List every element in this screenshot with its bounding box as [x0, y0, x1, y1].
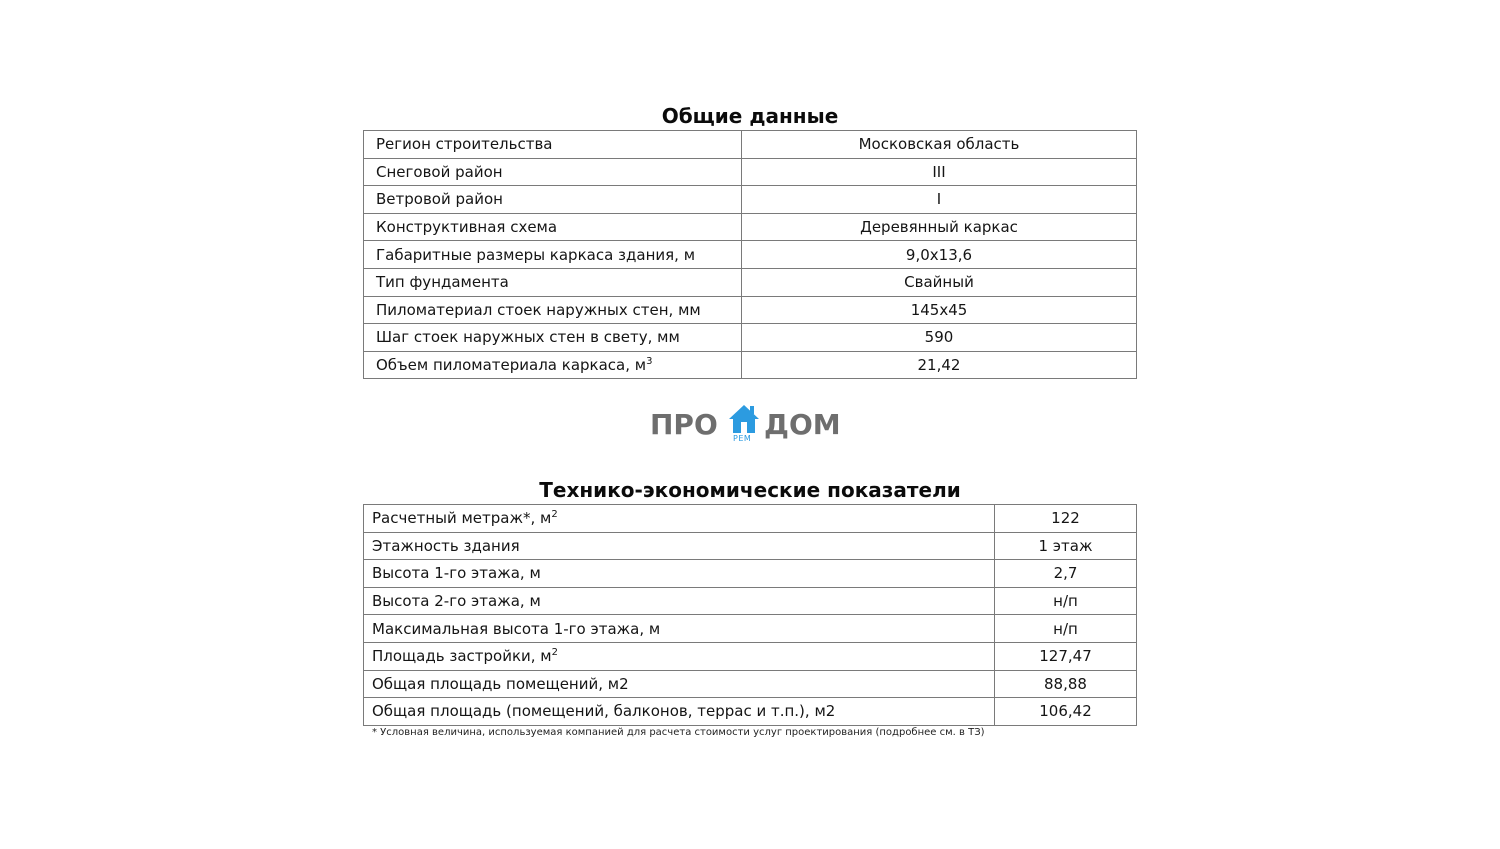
- logo-text-left: ПРО: [650, 408, 718, 441]
- table-row: [364, 324, 1137, 352]
- table-row: [364, 560, 1137, 588]
- row-value: 88,88: [995, 670, 1137, 698]
- footnote: * Условная величина, используемая компанией для расчета стоимости услуг проектирования (подробнее см. в ТЗ): [372, 727, 985, 738]
- general-data-table: [363, 130, 1137, 379]
- table-row: [364, 296, 1137, 324]
- row-label: Ветровой район: [364, 186, 742, 214]
- table-row: [364, 213, 1137, 241]
- table-row: [364, 351, 1137, 379]
- row-label: Общая площадь (помещений, балконов, террас и т.п.), м2: [364, 698, 995, 726]
- house-icon: [728, 403, 760, 435]
- tech-indicators-title: Технико-экономические показатели: [539, 478, 961, 502]
- company-logo: [650, 403, 850, 447]
- table-row: [364, 268, 1137, 296]
- row-label: Объем пиломатериала каркаса, $м^3$: [364, 351, 742, 379]
- table-row: [364, 698, 1137, 726]
- row-label: Габаритные размеры каркаса здания, м: [364, 241, 742, 269]
- general-data-title: Общие данные: [661, 104, 839, 128]
- row-value: 106,42: [995, 698, 1137, 726]
- row-label: Снеговой район: [364, 158, 742, 186]
- table-row: [364, 615, 1137, 643]
- table-row: [364, 186, 1137, 214]
- row-value: 21,42: [742, 351, 1137, 379]
- table-row: [364, 642, 1137, 670]
- row-value: 122: [995, 505, 1137, 533]
- table-row: [364, 587, 1137, 615]
- row-value: 127,47: [995, 642, 1137, 670]
- table-row: [364, 505, 1137, 533]
- tech-indicators-table: [363, 504, 1137, 726]
- row-label: Конструктивная схема: [364, 213, 742, 241]
- row-value: III: [742, 158, 1137, 186]
- row-value: I: [742, 186, 1137, 214]
- row-value: 2,7: [995, 560, 1137, 588]
- row-value: 9,0х13,6: [742, 241, 1137, 269]
- logo-text-right: ДОМ: [764, 408, 841, 441]
- row-label: Регион строительства: [364, 131, 742, 159]
- row-value: Свайный: [742, 268, 1137, 296]
- row-label: Расчетный метраж*, $м^2$: [364, 505, 995, 533]
- row-value: н/п: [995, 615, 1137, 643]
- logo-subtext: РЕМ: [733, 434, 752, 443]
- row-value: 590: [742, 324, 1137, 352]
- row-label: Максимальная высота 1-го этажа, м: [364, 615, 995, 643]
- row-value: Деревянный каркас: [742, 213, 1137, 241]
- table-row: [364, 158, 1137, 186]
- row-label: Высота 2-го этажа, м: [364, 587, 995, 615]
- row-label: Высота 1-го этажа, м: [364, 560, 995, 588]
- row-label: Этажность здания: [364, 532, 995, 560]
- row-label: Площадь застройки, $м^2$: [364, 642, 995, 670]
- row-value: н/п: [995, 587, 1137, 615]
- row-label: Пиломатериал стоек наружных стен, мм: [364, 296, 742, 324]
- table-row: [364, 670, 1137, 698]
- table-row: [364, 241, 1137, 269]
- row-label: Общая площадь помещений, м2: [364, 670, 995, 698]
- table-row: [364, 131, 1137, 159]
- row-value: 145х45: [742, 296, 1137, 324]
- row-value: Московская область: [742, 131, 1137, 159]
- row-label: Шаг стоек наружных стен в свету, мм: [364, 324, 742, 352]
- row-label: Тип фундамента: [364, 268, 742, 296]
- row-value: 1 этаж: [995, 532, 1137, 560]
- table-row: [364, 532, 1137, 560]
